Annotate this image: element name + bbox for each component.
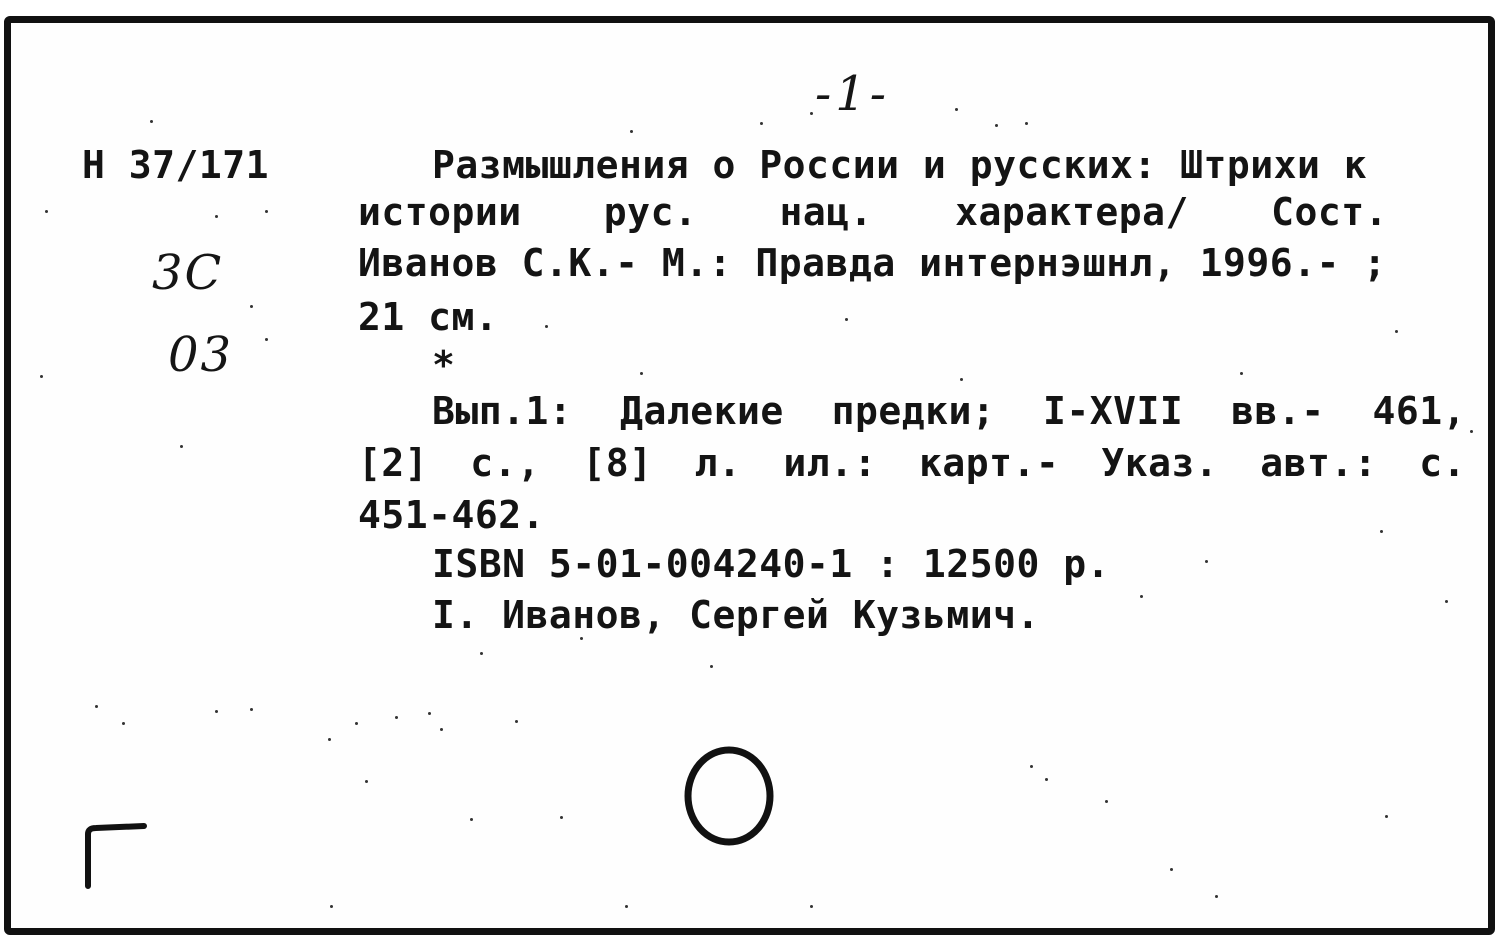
handwritten-mark-line1: 3С xyxy=(152,245,224,301)
volume-line-1: Вып.1: Далекие предки; I-XVII вв.- 461, xyxy=(432,389,1466,433)
tracing-line: I. Иванов, Сергей Кузьмич. xyxy=(432,593,1040,637)
handwritten-mark-line2: 03 xyxy=(168,327,234,383)
rod-hole xyxy=(678,740,782,852)
isbn-line: ISBN 5-01-004240-1 : 12500 р. xyxy=(432,542,1110,586)
call-number: Н 37/171 xyxy=(82,143,270,187)
page-number: -1- xyxy=(815,66,890,122)
description-line-3: Иванов С.К.- М.: Правда интернэшнл, 1996.- ; xyxy=(358,241,1387,285)
corner-tick xyxy=(80,818,152,890)
volume-line-2: [2] с., [8] л. ил.: карт.- Указ. авт.: с. xyxy=(358,441,1466,485)
description-line-1: Размышления о России и русских: Штрихи к xyxy=(432,143,1368,187)
volume-line-3: 451-462. xyxy=(358,493,546,537)
description-line-2: истории рус. нац. характера/ Сост. xyxy=(358,190,1388,234)
description-line-4: 21 см. xyxy=(358,295,499,339)
separator-asterisk: * xyxy=(432,343,456,387)
